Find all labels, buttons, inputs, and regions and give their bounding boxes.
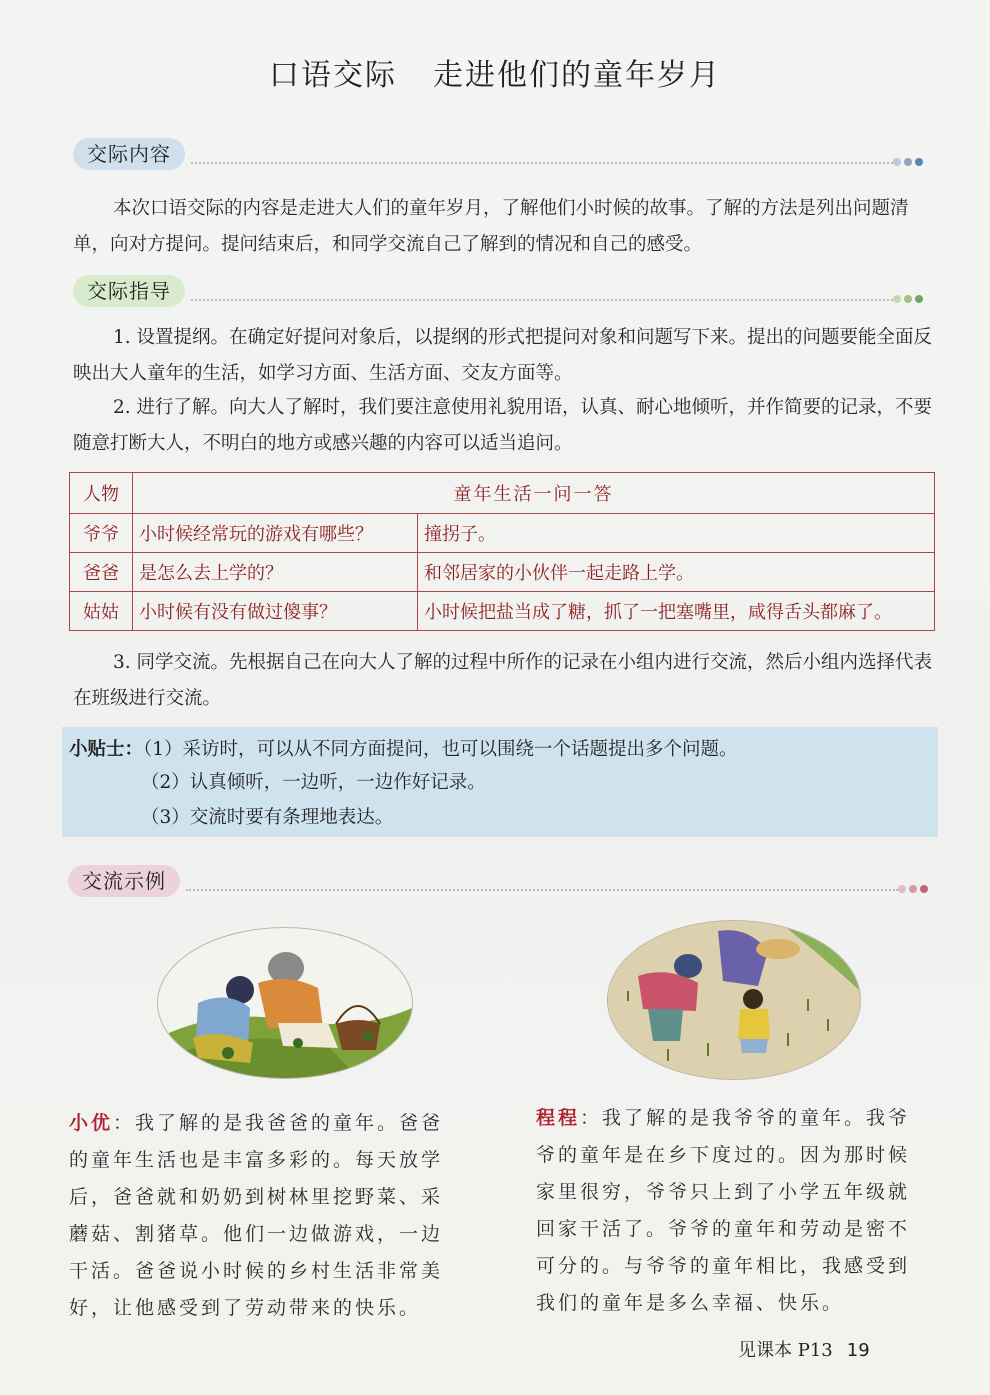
picking-vegetables-illustration-icon	[158, 928, 412, 1078]
section-header-example	[68, 865, 928, 899]
title-topic: 走进他们的童年岁月	[433, 58, 721, 93]
section-label-content: 交际内容	[73, 138, 185, 170]
speaker-name-chengcheng: 程程	[536, 1107, 581, 1129]
guide-step-3: 3. 同学交流。先根据自己在向大人了解的过程中所作的记录在小组内进行交流，然后小组内选择代表在班级进行交流。	[73, 652, 933, 709]
dotted-divider	[191, 162, 893, 164]
table-row	[70, 514, 935, 553]
illustration-rice-planting	[607, 920, 861, 1080]
page-title	[0, 50, 990, 94]
illustration-boy-and-grandma	[157, 927, 413, 1079]
section-header-content	[73, 138, 923, 172]
decorative-dots-icon	[898, 885, 928, 893]
decorative-dots-icon	[893, 295, 923, 303]
section-label-example: 交流示例	[68, 865, 180, 897]
section-header-guide	[73, 275, 923, 309]
section-label-guide: 交际指导	[73, 275, 185, 307]
guide-step-2: 2. 进行了解。向大人了解时，我们要注意使用礼貌用语，认真、耐心地倾听，并作简要的记录，不要随意打断大人，不明白的地方或感兴趣的内容可以适当追问。	[73, 397, 933, 454]
tip-item-3: （3）交流时要有条理地表达。	[141, 807, 394, 828]
table-header-row	[70, 473, 935, 514]
speaker-name-xiaoyou: 小优	[69, 1112, 114, 1134]
rice-planting-illustration-icon	[608, 921, 860, 1079]
speaker-xiaoyou-text: 小优：我了解的是我爸爸的童年。爸爸 的童年生活也是丰富多彩的。每天放学 后，爸爸就和奶奶到树林里挖野菜、采 蘑菇、割猪草。他们一边做游戏，一边 干活。爸爸说小时候的乡村生活非常美 好，让他感受到了劳动带来的快乐。	[69, 1112, 444, 1319]
table-cell-question: 是怎么去上学的？	[133, 553, 418, 592]
table-row	[70, 592, 935, 631]
tip-item-2: （2）认真倾听，一边听，一边作好记录。	[141, 772, 486, 793]
table-cell-question: 小时候有没有做过傻事？	[133, 592, 418, 631]
decorative-dots-icon	[893, 158, 923, 166]
table-cell-answer: 撞拐子。	[418, 514, 935, 553]
table-cell-person: 爷爷	[70, 514, 133, 553]
page-footer	[738, 1336, 870, 1362]
guide-step-1: 1. 设置提纲。在确定好提问对象后，以提纲的形式把提问对象和问题写下来。提出的问题要能全面反映出大人童年的生活，如学习方面、生活方面、交友方面等。	[73, 327, 933, 384]
content-paragraph: 本次口语交际的内容是走进大人们的童年岁月，了解他们小时候的故事。了解的方法是列出问题清单，向对方提问。提问结束后，和同学交流自己了解到的情况和自己的感受。	[73, 198, 909, 255]
table-cell-answer: 小时候把盐当成了糖，抓了一把塞嘴里，咸得舌头都麻了。	[418, 592, 935, 631]
dotted-divider	[186, 889, 898, 891]
table-cell-person: 爸爸	[70, 553, 133, 592]
tip-item-1: 小贴士：（1）采访时，可以从不同方面提问，也可以围绕一个话题提出多个问题。	[69, 739, 738, 760]
table-row	[70, 553, 935, 592]
table-cell-question: 小时候经常玩的游戏有哪些？	[133, 514, 418, 553]
speaker-chengcheng-text: 程程：我了解的是我爷爷的童年。我爷 爷的童年是在乡下度过的。因为那时候 家里很穷，爷爷只上到了小学五年级就 回家干活了。爷爷的童年和劳动是密不 可分的。与爷爷的童年相比，我感受到 我们的童年是多么幸福、快乐。	[536, 1107, 911, 1314]
dotted-divider	[191, 299, 893, 301]
textbook-reference: 见课本 P13	[738, 1340, 833, 1361]
table-header-topic: 童年生活一问一答	[133, 473, 935, 514]
table-header-person: 人物	[70, 473, 133, 514]
page-number: 19	[846, 1340, 870, 1361]
table-cell-person: 姑姑	[70, 592, 133, 631]
qa-table	[69, 472, 935, 631]
table-cell-answer: 和邻居家的小伙伴一起走路上学。	[418, 553, 935, 592]
tips-label: 小贴士：	[69, 739, 144, 760]
title-category: 口语交际	[269, 58, 397, 93]
